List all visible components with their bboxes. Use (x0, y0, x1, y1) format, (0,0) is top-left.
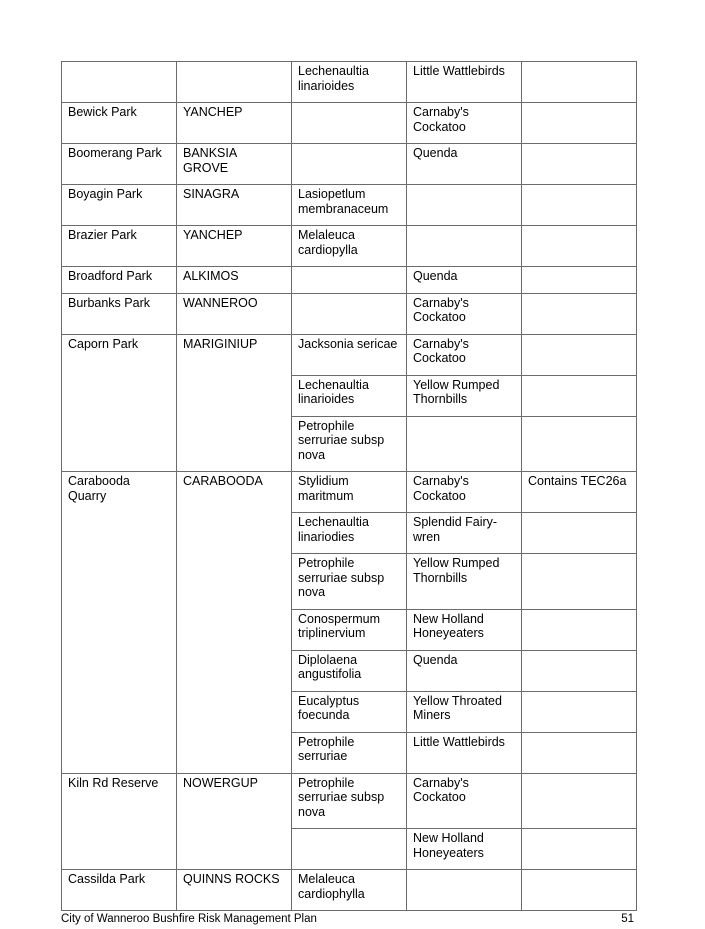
table-cell (522, 609, 637, 650)
table-cell (522, 226, 637, 267)
page-number: 51 (621, 913, 634, 925)
table-cell: Carnaby's Cockatoo (407, 293, 522, 334)
table-row (62, 62, 637, 103)
table-cell: Petrophile serruriae subsp nova (292, 554, 407, 610)
footer-title: City of Wanneroo Bushfire Risk Management Plan (61, 913, 317, 925)
species-table-body (62, 62, 637, 911)
table-cell: New Holland Honeyeaters (407, 829, 522, 870)
table-cell (522, 375, 637, 416)
table-cell: Splendid Fairy- wren (407, 513, 522, 554)
table-cell: CARABOODA (177, 472, 292, 774)
table-row (62, 267, 637, 294)
table-cell: Diplolaena angustifolia (292, 650, 407, 691)
table-cell: Yellow Rumped Thornbills (407, 375, 522, 416)
table-cell: Little Wattlebirds (407, 62, 522, 103)
table-cell: Petrophile serruriae subsp nova (292, 773, 407, 829)
table-cell (522, 650, 637, 691)
table-cell (522, 144, 637, 185)
table-cell (292, 293, 407, 334)
table-cell: MARIGINIUP (177, 334, 292, 472)
table-cell: Lasiopetlum membranaceum (292, 185, 407, 226)
table-cell: ALKIMOS (177, 267, 292, 294)
table-cell: Eucalyptus foecunda (292, 691, 407, 732)
table-cell (407, 870, 522, 911)
table-cell: SINAGRA (177, 185, 292, 226)
table-cell: YANCHEP (177, 103, 292, 144)
table-cell: Cassilda Park (62, 870, 177, 911)
table-cell: Yellow Rumped Thornbills (407, 554, 522, 610)
table-cell: Little Wattlebirds (407, 732, 522, 773)
table-cell (292, 144, 407, 185)
table-cell: Boomerang Park (62, 144, 177, 185)
table-cell (522, 103, 637, 144)
table-cell (522, 416, 637, 472)
table-cell: Brazier Park (62, 226, 177, 267)
table-cell: QUINNS ROCKS (177, 870, 292, 911)
table-cell (177, 62, 292, 103)
table-cell (522, 732, 637, 773)
table-cell: Carnaby's Cockatoo (407, 773, 522, 829)
table-cell: Petrophile serruriae (292, 732, 407, 773)
table-cell: Petrophile serruriae subsp nova (292, 416, 407, 472)
table-cell: New Holland Honeyeaters (407, 609, 522, 650)
table-cell: Carabooda Quarry (62, 472, 177, 774)
table-cell (522, 554, 637, 610)
table-cell: Kiln Rd Reserve (62, 773, 177, 870)
table-cell: Boyagin Park (62, 185, 177, 226)
table-row (62, 870, 637, 911)
table-cell (62, 62, 177, 103)
table-row (62, 472, 637, 513)
table-row (62, 185, 637, 226)
table-cell: Jacksonia sericae (292, 334, 407, 375)
table-cell: Conospermum triplinervium (292, 609, 407, 650)
table-cell: Contains TEC26a (522, 472, 637, 513)
table-cell: Yellow Throated Miners (407, 691, 522, 732)
table-row (62, 293, 637, 334)
table-cell: YANCHEP (177, 226, 292, 267)
table-row (62, 103, 637, 144)
table-cell (522, 870, 637, 911)
table-cell (292, 829, 407, 870)
table-cell: WANNEROO (177, 293, 292, 334)
table-row (62, 773, 637, 829)
table-cell: Quenda (407, 144, 522, 185)
table-cell (522, 267, 637, 294)
table-cell: NOWERGUP (177, 773, 292, 870)
table-cell: Caporn Park (62, 334, 177, 472)
table-row (62, 334, 637, 375)
table-cell: Lechenaultia linariodies (292, 513, 407, 554)
species-table (61, 61, 637, 911)
table-cell: BANKSIA GROVE (177, 144, 292, 185)
table-cell (407, 416, 522, 472)
table-cell: Carnaby's Cockatoo (407, 334, 522, 375)
table-cell: Melaleuca cardiophylla (292, 870, 407, 911)
table-cell: Lechenaultia linarioides (292, 62, 407, 103)
table-cell: Lechenaultia linarioides (292, 375, 407, 416)
table-cell: Burbanks Park (62, 293, 177, 334)
table-cell: Carnaby's Cockatoo (407, 103, 522, 144)
table-cell (522, 513, 637, 554)
table-cell (522, 773, 637, 829)
table-cell (522, 691, 637, 732)
table-cell: Stylidium maritmum (292, 472, 407, 513)
table-row (62, 226, 637, 267)
table-cell (292, 103, 407, 144)
table-cell: Quenda (407, 650, 522, 691)
table-cell (522, 334, 637, 375)
table-cell (292, 267, 407, 294)
table-cell (522, 293, 637, 334)
table-cell (407, 226, 522, 267)
table-cell: Quenda (407, 267, 522, 294)
table-cell: Carnaby's Cockatoo (407, 472, 522, 513)
table-cell (522, 829, 637, 870)
table-cell (522, 185, 637, 226)
table-cell: Melaleuca cardiopylla (292, 226, 407, 267)
table-cell (407, 185, 522, 226)
table-cell (522, 62, 637, 103)
table-row (62, 144, 637, 185)
table-cell: Broadford Park (62, 267, 177, 294)
table-cell: Bewick Park (62, 103, 177, 144)
